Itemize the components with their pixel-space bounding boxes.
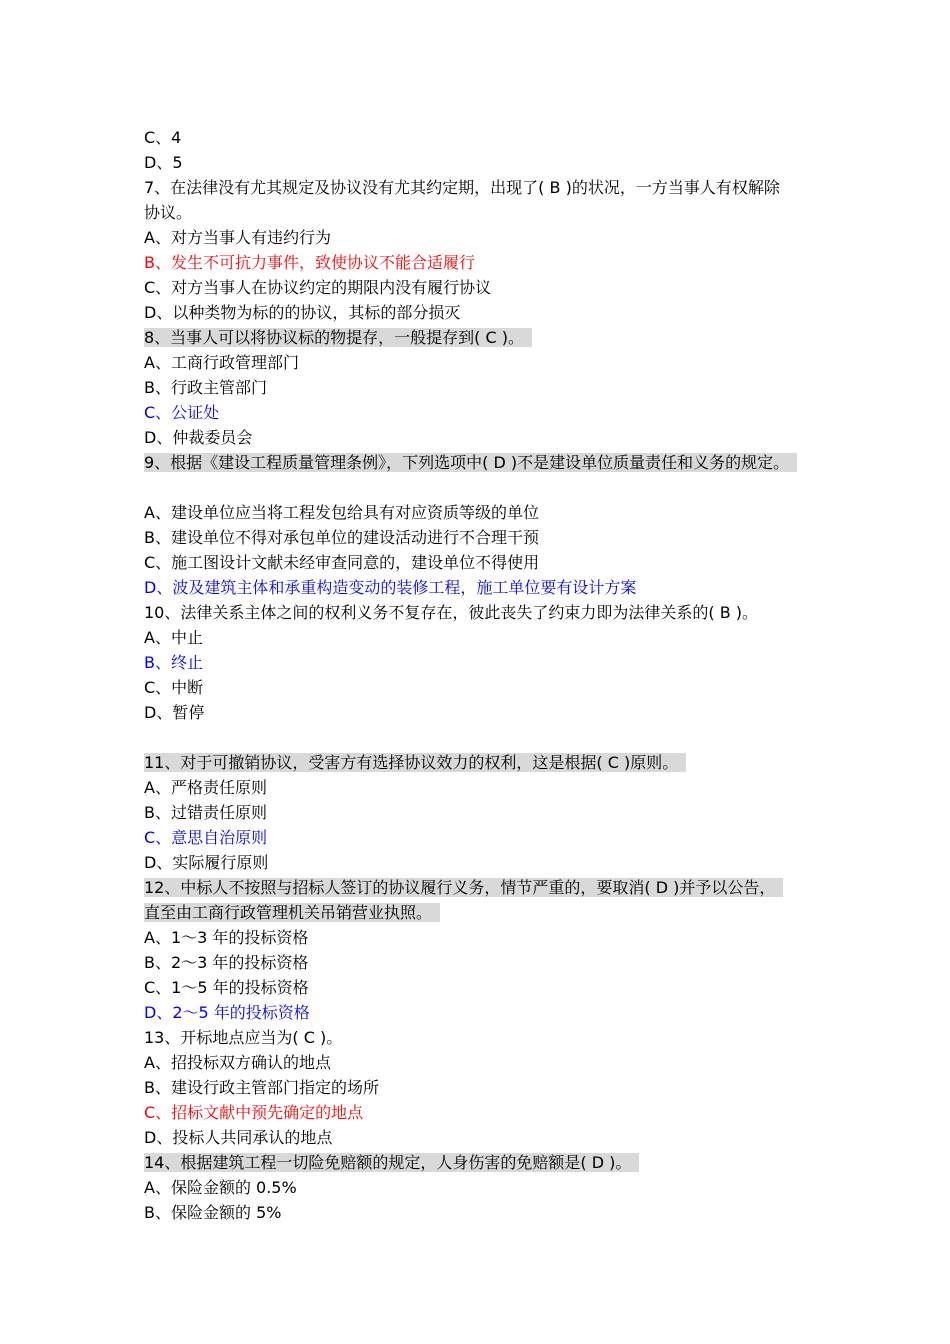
text-line: C、中断: [144, 678, 204, 697]
text-line: B、建设单位不得对承包单位的建设活动进行不合理干预: [144, 528, 539, 547]
document-line: [144, 775, 844, 800]
document-line: [144, 225, 844, 250]
answer-option-blue: D、2～5 年的投标资格: [144, 1003, 310, 1022]
document-line: [144, 375, 844, 400]
blank-line: [144, 725, 844, 750]
text-line: A、建设单位应当将工程发包给具有对应资质等级的单位: [144, 503, 539, 522]
text-line: D、投标人共同承认的地点: [144, 1128, 333, 1147]
blank-line: [144, 475, 844, 500]
document-line: [144, 300, 844, 325]
document-line: [144, 675, 844, 700]
text-line: C、对方当事人在协议约定的期限内没有履行协议: [144, 278, 492, 297]
text-line: A、1～3 年的投标资格: [144, 928, 309, 947]
document-line: [144, 450, 844, 475]
document-line: [144, 875, 844, 900]
document-line: [144, 800, 844, 825]
document-line: [144, 1000, 844, 1025]
document-line: [144, 275, 844, 300]
document-line: [144, 925, 844, 950]
document-line: [144, 1200, 844, 1225]
text-line: D、5: [144, 153, 183, 172]
document-line: [144, 525, 844, 550]
text-line: D、实际履行原则: [144, 853, 269, 872]
text-line: 协议。: [144, 203, 193, 222]
document-line: [144, 425, 844, 450]
answer-option-blue: B、终止: [144, 653, 203, 672]
question-list: [144, 125, 844, 1225]
document-line: [144, 200, 844, 225]
document-line: [144, 1025, 844, 1050]
text-line: A、招投标双方确认的地点: [144, 1053, 331, 1072]
document-line: [144, 400, 844, 425]
answer-option-blue: C、公证处: [144, 403, 220, 422]
document-line: [144, 575, 844, 600]
document-line: [144, 600, 844, 625]
document-line: [144, 325, 844, 350]
text-line: B、保险金额的 5%: [144, 1203, 282, 1222]
document-line: [144, 950, 844, 975]
document-line: [144, 625, 844, 650]
question-text-highlighted: 14、根据建筑工程一切险免赔额的规定，人身伤害的免赔额是( D )。: [144, 1153, 639, 1172]
question-text-highlighted: 直至由工商行政管理机关吊销营业执照。: [144, 903, 440, 922]
text-line: A、对方当事人有违约行为: [144, 228, 331, 247]
text-line: B、2～3 年的投标资格: [144, 953, 309, 972]
text-line: C、4: [144, 128, 182, 147]
document-line: [144, 1075, 844, 1100]
document-line: [144, 825, 844, 850]
text-line: C、1～5 年的投标资格: [144, 978, 309, 997]
document-line: [144, 700, 844, 725]
text-line: D、仲裁委员会: [144, 428, 253, 447]
document-line: [144, 1125, 844, 1150]
text-line: B、建设行政主管部门指定的场所: [144, 1078, 379, 1097]
document-line: [144, 1050, 844, 1075]
question-text-highlighted: 9、根据《建设工程质量管理条例》，下列选项中( D )不是建设单位质量责任和义务的规定。: [144, 453, 797, 472]
text-line: C、施工图设计文献未经审查同意的，建设单位不得使用: [144, 553, 540, 572]
text-line: A、保险金额的 0.5%: [144, 1178, 297, 1197]
document-line: [144, 975, 844, 1000]
text-line: D、暂停: [144, 703, 205, 722]
document-line: [144, 900, 844, 925]
text-line: A、中止: [144, 628, 203, 647]
document-line: [144, 150, 844, 175]
question-text-highlighted: 12、中标人不按照与招标人签订的协议履行义务，情节严重的，要取消( D )并予以公告，: [144, 878, 783, 897]
document-line: [144, 750, 844, 775]
document-line: [144, 550, 844, 575]
text-line: D、以种类物为标的的协议，其标的部分损灭: [144, 303, 461, 322]
answer-option-red: B、发生不可抗力事件，致使协议不能合适履行: [144, 253, 475, 272]
text-line: A、工商行政管理部门: [144, 353, 299, 372]
document-line: [144, 850, 844, 875]
document-line: [144, 350, 844, 375]
question-text-highlighted: 8、当事人可以将协议标的物提存，一般提存到( C )。: [144, 328, 532, 347]
answer-option-blue: D、波及建筑主体和承重构造变动的装修工程，施工单位要有设计方案: [144, 578, 637, 597]
document-line: [144, 250, 844, 275]
document-line: [144, 1100, 844, 1125]
text-line: 13、开标地点应当为( C )。: [144, 1028, 343, 1047]
text-line: 7、在法律没有尤其规定及协议没有尤其约定期，出现了( B )的状况，一方当事人有权解除: [144, 178, 780, 197]
question-text-highlighted: 11、对于可撤销协议，受害方有选择协议效力的权利，这是根据( C )原则。: [144, 753, 686, 772]
document-line: [144, 1150, 844, 1175]
document-line: [144, 1175, 844, 1200]
document-line: [144, 125, 844, 150]
document-line: [144, 650, 844, 675]
answer-option-blue: C、意思自治原则: [144, 828, 268, 847]
text-line: 10、法律关系主体之间的权利义务不复存在，彼此丧失了约束力即为法律关系的( B )。: [144, 603, 758, 622]
text-line: B、行政主管部门: [144, 378, 267, 397]
text-line: A、严格责任原则: [144, 778, 267, 797]
text-line: B、过错责任原则: [144, 803, 267, 822]
document-line: [144, 500, 844, 525]
answer-option-red: C、招标文献中预先确定的地点: [144, 1103, 364, 1122]
document-line: [144, 175, 844, 200]
